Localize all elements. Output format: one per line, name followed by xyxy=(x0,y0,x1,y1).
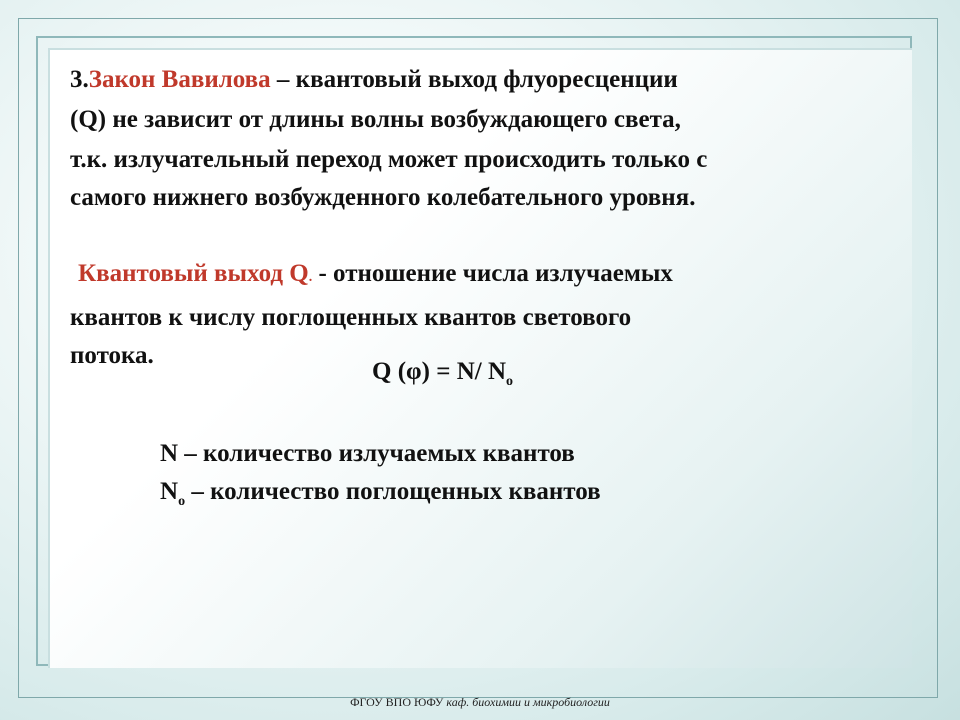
law-line-2: (Q) не зависит от длины волны возбуждающего света, xyxy=(70,106,681,133)
legend-no-symbol: N xyxy=(160,478,179,505)
footer-org: ФГОУ ВПО ЮФУ xyxy=(350,695,444,709)
definition-line-2: квантов к числу поглощенных квантов светового xyxy=(70,304,632,331)
legend-n: N – количество излучаемых квантов xyxy=(160,440,575,467)
formula-subscript: o xyxy=(506,374,513,389)
legend-no-text: – количество поглощенных квантов xyxy=(185,478,601,505)
legend-no-subscript: o xyxy=(178,494,186,509)
definition-line-3: потока. xyxy=(70,342,154,369)
formula xyxy=(372,352,513,392)
law-title-rest: – квантовый выход флуоресценции xyxy=(270,66,678,93)
law-line-3: т.к. излучательный переход может происходить только с xyxy=(70,146,708,173)
definition-rest: - отношение числа излучаемых xyxy=(312,260,673,287)
law-line-1 xyxy=(70,60,678,100)
definition-line-1 xyxy=(78,254,673,298)
law-number: 3. xyxy=(70,66,89,93)
footer xyxy=(0,695,960,710)
footer-dept: каф. биохимии и микробиологии xyxy=(443,695,610,709)
legend-no xyxy=(160,472,601,512)
definition-term-mark: . xyxy=(308,270,313,285)
formula-main: Q (φ) = N/ N xyxy=(372,358,506,385)
definition-term: Квантовый выход Q xyxy=(78,260,309,287)
law-title: Закон Вавилова xyxy=(88,66,271,93)
law-line-4: самого нижнего возбужденного колебательного уровня. xyxy=(70,184,696,211)
